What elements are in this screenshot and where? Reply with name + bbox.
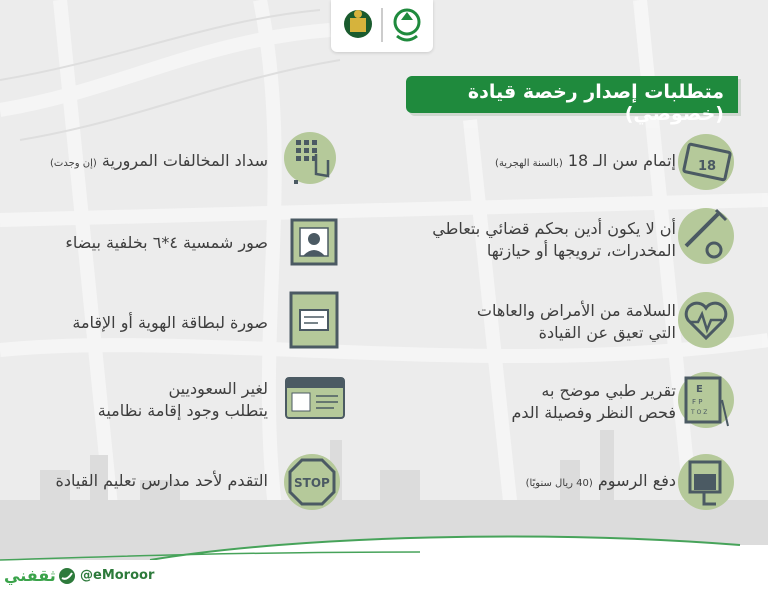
requirement-age: إتمام سن الـ 18 (بالسنة الهجرية) [495,151,676,170]
driving-license-icon [676,132,736,192]
twitter-handle: @eMoroor [80,568,155,583]
svg-text:E: E [696,384,703,395]
requirement-driving-school: التقدم لأحد مدارس تعليم القيادة [55,471,268,490]
requirement-id-copy: صورة لبطاقة الهوية أو الإقامة [72,313,268,332]
svg-text:F P: F P [692,398,703,406]
stop-label: STOP [294,476,330,490]
page-title-bar [406,76,738,125]
eye-chart-icon [676,370,736,430]
requirement-health: السلامة من الأمراض والعاهات التي تعيق عن القيادة [476,301,676,342]
ministry-of-interior-logo [395,10,419,40]
traffic-department-logo [344,10,372,38]
residency-card-icon [284,376,346,422]
photo-portrait-icon [290,218,340,268]
logos-panel [331,0,433,52]
requirement-traffic-fines: سداد المخالفات المرورية (إن وجدت) [50,151,268,170]
requirement-residency: لغير السعوديين يتطلب وجود إقامة نظامية [97,379,268,420]
payment-card-icon [676,452,736,512]
twitter-icon [58,567,76,585]
brand-logo-text: ثقفني [4,566,56,585]
svg-text:T O Z: T O Z [691,409,708,416]
syringe-pills-icon [676,206,736,266]
requirement-photos: صور شمسية ٤*٦ بخلفية بيضاء [65,233,268,252]
keypad-icon [280,130,340,192]
requirement-medical-report: تقرير طبي موضح به فحص النظر وفصيلة الدم [511,381,676,422]
svg-text:18: 18 [698,159,717,174]
stop-sign-icon [282,452,342,512]
id-card-icon [288,290,340,350]
requirement-drugs: أن لا يكون أدين بحكم قضائي بتعاطي المخدرات، ترويجها أو حيازتها [432,219,676,260]
heartbeat-icon [676,290,736,350]
page-title: متطلبات إصدار رخصة قيادة (خصوصي) [467,81,724,125]
requirement-fees: دفع الرسوم (40 ريال سنويًا) [525,471,676,490]
